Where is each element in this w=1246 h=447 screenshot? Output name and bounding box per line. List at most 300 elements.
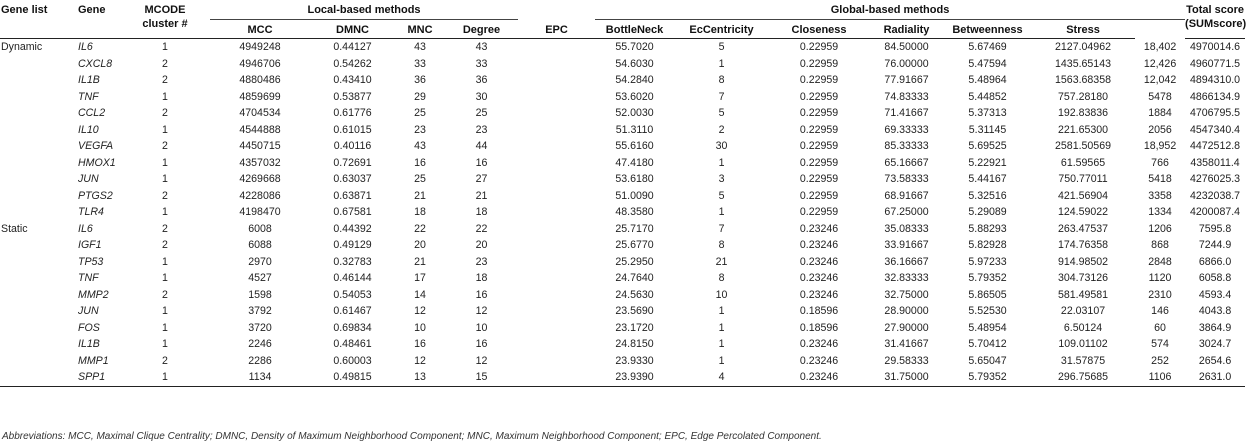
radiality-cell: 5.88293 xyxy=(968,222,1007,235)
closeness-cell: 76.00000 xyxy=(884,57,929,70)
closeness-cell: 84.50000 xyxy=(884,41,929,53)
gene-list-cell xyxy=(0,188,70,205)
stress-cell: 18,402 xyxy=(1143,40,1177,53)
gene-list-cell xyxy=(0,287,70,304)
dmnc-cell: 0.61015 xyxy=(333,123,372,136)
dmnc-cell: 0.54053 xyxy=(333,288,372,301)
total-score-cell: 3864.9 xyxy=(1198,321,1232,334)
degree-cell: 12 xyxy=(475,354,488,367)
epc-cell: 54.6030 xyxy=(615,57,654,70)
spacer-cell xyxy=(518,188,595,205)
gene-list-cell xyxy=(0,56,70,73)
bottleneck-cell: 21 xyxy=(715,255,728,268)
dmnc-cell: 0.63037 xyxy=(333,173,372,185)
mnc-cell: 12 xyxy=(414,354,426,367)
bottleneck-cell: 5 xyxy=(718,41,725,53)
spacer-cell xyxy=(518,353,595,370)
betweenness-cell: 914.98502 xyxy=(1057,255,1109,268)
table-row xyxy=(0,171,1245,188)
mcc-cell: 6088 xyxy=(248,239,272,251)
mcode-cluster-cell: 1 xyxy=(162,255,168,268)
header-mnc: MNC xyxy=(395,20,445,39)
dmnc-cell: 0.44127 xyxy=(333,41,372,53)
radiality-cell: 5.67469 xyxy=(968,41,1007,53)
betweenness-cell: 263.47537 xyxy=(1057,222,1109,235)
closeness-cell: 32.75000 xyxy=(884,288,929,301)
bottleneck-cell: 30 xyxy=(715,140,728,152)
total-score-cell: 6866.0 xyxy=(1198,255,1232,268)
degree-cell: 23 xyxy=(475,255,488,268)
mnc-cell: 43 xyxy=(414,140,426,152)
mcode-cluster-cell: 1 xyxy=(162,206,168,218)
betweenness-cell: 296.75685 xyxy=(1031,369,1135,386)
dmnc-cell: 0.63871 xyxy=(333,189,372,202)
stress-cell: 868 xyxy=(1151,239,1169,251)
gene-list-cell xyxy=(0,254,70,271)
spacer-cell xyxy=(518,39,595,56)
gene-list-cell xyxy=(0,105,70,122)
spacer-cell xyxy=(518,221,595,238)
total-score-cell: 4970014.6 xyxy=(1189,41,1241,53)
gene-name-cell: TNF xyxy=(78,90,99,103)
mcc-cell: 6008 xyxy=(248,222,272,235)
mcode-cluster-cell: 2 xyxy=(162,57,168,70)
table-row xyxy=(0,138,1245,155)
gene-name-cell: SPP1 xyxy=(70,369,120,386)
bottleneck-cell: 2 xyxy=(718,123,725,136)
mcc-cell: 4450715 xyxy=(239,140,281,152)
spacer-cell xyxy=(518,287,595,304)
bottleneck-cell: 8 xyxy=(718,74,725,86)
mcode-cluster-cell: 1 xyxy=(162,173,168,185)
betweenness-cell: 581.49581 xyxy=(1057,288,1109,301)
gene-name-cell: IL6 xyxy=(78,41,93,53)
table-row xyxy=(0,204,1245,221)
betweenness-cell: 174.76358 xyxy=(1057,239,1109,251)
stress-cell: 574 xyxy=(1151,338,1169,350)
gene-list-cell xyxy=(0,336,70,353)
dmnc-cell: 0.40116 xyxy=(333,140,372,152)
gene-list-cell: Static xyxy=(1,222,28,235)
mnc-cell: 29 xyxy=(414,90,426,103)
mnc-cell: 12 xyxy=(414,305,426,317)
betweenness-cell: 421.56904 xyxy=(1057,189,1109,202)
mcode-cluster-cell: 1 xyxy=(162,123,168,136)
radiality-cell: 5.47594 xyxy=(968,57,1007,70)
bottleneck-cell: 1 xyxy=(718,354,725,367)
header-betweenness: Betweenness xyxy=(944,20,1031,39)
table-row xyxy=(0,254,1245,271)
mcc-cell: 4228086 xyxy=(239,189,281,202)
radiality-cell: 5.65047 xyxy=(968,354,1007,367)
mcode-cluster-cell: 2 xyxy=(162,140,168,152)
epc-cell: 24.5630 xyxy=(615,288,654,301)
dmnc-cell: 0.72691 xyxy=(333,156,372,169)
closeness-cell: 33.91667 xyxy=(884,239,929,251)
mnc-cell: 21 xyxy=(414,189,426,202)
mcode-cluster-cell: 1 xyxy=(162,305,168,317)
eccentricity-cell: 0.23246 xyxy=(769,369,869,386)
total-score-cell: 3024.7 xyxy=(1198,338,1232,350)
abbreviations-footnote: Abbreviations: MCC, Maximal Clique Centrality; DMNC, Density of Maximum Neighborhood Component; MNC, Maximum Neighborhood Component; EPC, Edge Percolated Component. xyxy=(2,431,822,442)
eccentricity-cell: 0.22959 xyxy=(799,206,839,218)
table-row xyxy=(0,105,1245,122)
eccentricity-cell: 0.23246 xyxy=(799,239,839,251)
gene-name-cell: HMOX1 xyxy=(78,156,116,169)
table-row xyxy=(0,155,1245,172)
header-closeness: Closeness xyxy=(769,20,869,39)
dmnc-cell: 0.54262 xyxy=(333,57,372,70)
radiality-cell: 5.48964 xyxy=(968,74,1007,86)
eccentricity-cell: 0.22959 xyxy=(799,107,839,119)
gene-name-cell: IGF1 xyxy=(78,239,102,251)
spacer-cell xyxy=(518,270,595,287)
stress-cell: 12,042 xyxy=(1143,74,1177,86)
header-bottleneck: BottleNeck xyxy=(595,20,674,39)
mcc-cell: 3792 xyxy=(248,305,272,317)
table-row xyxy=(0,72,1245,89)
closeness-cell: 69.33333 xyxy=(884,123,929,136)
gene-name-cell: MMP2 xyxy=(78,288,109,301)
spacer-cell xyxy=(518,320,595,337)
spacer-cell xyxy=(518,89,595,106)
table-row xyxy=(0,320,1245,337)
closeness-cell: 77.91667 xyxy=(884,74,929,86)
stress-cell: 3358 xyxy=(1148,189,1172,202)
gene-list-cell xyxy=(0,204,70,221)
epc-cell: 24.7640 xyxy=(615,272,654,284)
mcc-cell: 3720 xyxy=(248,321,272,334)
radiality-cell: 5.97233 xyxy=(968,255,1007,268)
spacer-cell xyxy=(518,105,595,122)
eccentricity-cell: 0.22959 xyxy=(799,189,839,202)
betweenness-cell: 1435.65143 xyxy=(1055,57,1111,70)
table-row xyxy=(0,39,1245,56)
stress-cell: 252 xyxy=(1151,354,1169,367)
closeness-cell: 65.16667 xyxy=(884,156,929,169)
gene-list-cell xyxy=(0,320,70,337)
betweenness-cell: 6.50124 xyxy=(1063,321,1103,334)
gene-name-cell: CCL2 xyxy=(78,107,106,119)
epc-cell: 54.2840 xyxy=(615,74,654,86)
epc-cell: 53.6180 xyxy=(615,173,654,185)
betweenness-cell: 2581.50569 xyxy=(1055,140,1111,152)
gene-list-cell xyxy=(0,171,70,188)
table-row xyxy=(0,303,1245,320)
table-row xyxy=(0,122,1245,139)
closeness-cell: 67.25000 xyxy=(884,206,929,218)
degree-cell: 44 xyxy=(475,140,488,152)
stress-cell: 2310 xyxy=(1148,288,1172,301)
betweenness-cell: 192.83836 xyxy=(1057,107,1109,119)
eccentricity-cell: 0.22959 xyxy=(799,90,839,103)
mnc-cell: 25 xyxy=(414,173,426,185)
mnc-cell: 23 xyxy=(414,123,426,136)
stress-cell: 1334 xyxy=(1148,206,1172,218)
total-score-cell: 2654.6 xyxy=(1198,354,1232,367)
total-score-cell: 4593.4 xyxy=(1198,288,1232,301)
mcc-cell: 4544888 xyxy=(239,123,281,136)
radiality-cell: 5.44167 xyxy=(968,173,1007,185)
table-row xyxy=(0,270,1245,287)
epc-cell: 25.2950 xyxy=(615,255,654,268)
epc-cell: 53.6020 xyxy=(615,90,654,103)
mcc-cell: 2246 xyxy=(248,338,272,350)
degree-cell: 27 xyxy=(475,173,488,185)
bottleneck-cell: 7 xyxy=(718,222,725,235)
mcode-cluster-cell: 1 xyxy=(162,41,168,53)
dmnc-cell: 0.48461 xyxy=(333,338,372,350)
table-row xyxy=(0,287,1245,304)
eccentricity-cell: 0.22959 xyxy=(799,57,839,70)
degree-cell: 16 xyxy=(475,288,488,301)
gene-list-cell xyxy=(0,122,70,139)
stress-cell: 18,952 xyxy=(1143,140,1177,152)
bottleneck-cell: 5 xyxy=(718,107,725,119)
betweenness-cell: 22.03107 xyxy=(1060,305,1106,317)
gene-list-cell xyxy=(0,270,70,287)
header-epc: EPC xyxy=(518,20,595,39)
epc-cell: 23.9390 xyxy=(595,369,674,386)
bottleneck-cell: 8 xyxy=(718,239,725,251)
mcc-cell: 4859699 xyxy=(239,90,281,103)
radiality-cell: 5.32516 xyxy=(968,189,1007,202)
radiality-cell: 5.70412 xyxy=(968,338,1007,350)
total-score-cell: 2631.0 xyxy=(1185,369,1245,386)
mcode-cluster-cell: 2 xyxy=(162,107,168,119)
bottleneck-cell: 5 xyxy=(718,189,725,202)
dmnc-cell: 0.46144 xyxy=(333,272,372,284)
eccentricity-cell: 0.23246 xyxy=(799,338,839,350)
header-local-methods: Local-based methods xyxy=(210,0,518,20)
epc-cell: 23.1720 xyxy=(615,321,654,334)
total-score-cell: 4276025.3 xyxy=(1189,173,1241,185)
stress-cell: 60 xyxy=(1154,321,1166,334)
closeness-cell: 27.90000 xyxy=(884,321,929,334)
table-row xyxy=(0,221,1245,238)
gene-list-cell xyxy=(0,303,70,320)
gene-name-cell: TP53 xyxy=(78,255,104,268)
epc-cell: 51.0090 xyxy=(615,189,654,202)
epc-cell: 55.6160 xyxy=(615,140,654,152)
stress-cell: 2848 xyxy=(1148,255,1172,268)
radiality-cell: 5.79352 xyxy=(944,369,1031,386)
degree-cell: 36 xyxy=(475,74,488,86)
mcc-cell: 4269668 xyxy=(239,173,281,185)
closeness-cell: 71.41667 xyxy=(884,107,929,119)
bottleneck-cell: 8 xyxy=(718,272,725,284)
radiality-cell: 5.69525 xyxy=(968,140,1007,152)
stress-cell: 146 xyxy=(1151,305,1169,317)
eccentricity-cell: 0.22959 xyxy=(799,123,839,136)
stress-cell: 1206 xyxy=(1148,222,1172,235)
radiality-cell: 5.52530 xyxy=(968,305,1007,317)
eccentricity-cell: 0.22959 xyxy=(799,74,839,86)
bottleneck-cell: 1 xyxy=(718,321,725,334)
radiality-cell: 5.29089 xyxy=(968,206,1007,218)
mcc-cell: 2286 xyxy=(248,354,272,367)
stress-cell: 2056 xyxy=(1148,123,1172,136)
radiality-cell: 5.48954 xyxy=(968,321,1007,334)
bottleneck-cell: 1 xyxy=(718,206,725,218)
epc-cell: 25.7170 xyxy=(615,222,654,235)
gene-list-cell xyxy=(0,89,70,106)
header-gene: Gene xyxy=(70,0,120,39)
mcc-cell: 1134 xyxy=(210,369,310,386)
header-radiality: Radiality xyxy=(869,20,944,39)
eccentricity-cell: 0.22959 xyxy=(799,173,839,185)
degree-cell: 15 xyxy=(445,369,518,386)
epc-cell: 23.5690 xyxy=(615,305,654,317)
epc-cell: 23.9330 xyxy=(615,354,654,367)
degree-cell: 16 xyxy=(475,156,488,169)
stress-cell: 766 xyxy=(1151,156,1169,169)
total-score-cell: 4547340.4 xyxy=(1189,123,1241,136)
dmnc-cell: 0.43410 xyxy=(333,74,372,86)
mnc-cell: 10 xyxy=(414,321,426,334)
mcc-cell: 4949248 xyxy=(239,41,281,53)
radiality-cell: 5.86505 xyxy=(968,288,1007,301)
degree-cell: 25 xyxy=(475,107,488,119)
degree-cell: 20 xyxy=(475,239,488,251)
mcode-cluster-cell: 1 xyxy=(162,338,168,350)
mnc-cell: 20 xyxy=(414,239,426,251)
closeness-cell: 32.83333 xyxy=(884,272,929,284)
spacer-cell xyxy=(518,303,595,320)
radiality-cell: 5.37313 xyxy=(968,107,1007,119)
dmnc-cell: 0.60003 xyxy=(333,354,372,367)
gene-name-cell: IL1B xyxy=(78,338,100,350)
spacer-cell xyxy=(518,254,595,271)
epc-cell: 55.7020 xyxy=(615,41,654,53)
radiality-cell: 5.44852 xyxy=(968,90,1007,103)
table-row xyxy=(0,237,1245,254)
closeness-cell: 36.16667 xyxy=(884,255,929,268)
bottleneck-cell: 10 xyxy=(715,288,728,301)
gene-name-cell: PTGS2 xyxy=(78,189,113,202)
gene-name-cell: IL10 xyxy=(78,123,99,136)
betweenness-cell: 109.01102 xyxy=(1058,338,1108,350)
table-row xyxy=(0,56,1245,73)
mnc-cell: 18 xyxy=(414,206,426,218)
table-row xyxy=(0,89,1245,106)
spacer-cell xyxy=(518,122,595,139)
total-score-cell: 4894310.0 xyxy=(1189,74,1241,86)
betweenness-cell: 221.65300 xyxy=(1057,123,1109,136)
eccentricity-cell: 0.23246 xyxy=(799,354,839,367)
eccentricity-cell: 0.23246 xyxy=(799,288,839,301)
bottleneck-cell: 1 xyxy=(718,305,725,317)
header-gene-list: Gene list xyxy=(0,0,70,39)
dmnc-cell: 0.61467 xyxy=(333,305,372,317)
mcode-cluster-cell: 1 xyxy=(162,321,168,334)
mnc-cell: 17 xyxy=(414,272,426,284)
degree-cell: 18 xyxy=(475,272,488,284)
eccentricity-cell: 0.22959 xyxy=(799,140,839,152)
mnc-cell: 13 xyxy=(395,369,445,386)
closeness-cell: 85.33333 xyxy=(884,140,929,152)
stress-cell: 5418 xyxy=(1148,173,1172,185)
epc-cell: 51.3110 xyxy=(615,123,654,136)
spacer-cell xyxy=(518,155,595,172)
total-score-cell: 7595.8 xyxy=(1198,222,1232,235)
header-global-methods: Global-based methods xyxy=(595,0,1185,20)
eccentricity-cell: 0.23246 xyxy=(799,255,839,268)
betweenness-cell: 61.59565 xyxy=(1060,156,1106,169)
betweenness-cell: 124.59022 xyxy=(1057,206,1109,218)
total-score-cell: 4358011.4 xyxy=(1190,156,1240,169)
header-mcode-cluster: MCODE cluster # xyxy=(120,0,210,39)
table-row xyxy=(0,369,1245,386)
gene-name-cell: MMP1 xyxy=(78,354,109,367)
eccentricity-cell: 0.22959 xyxy=(799,41,839,53)
betweenness-cell: 2127.04962 xyxy=(1055,41,1111,53)
dmnc-cell: 0.53877 xyxy=(333,90,372,103)
dmnc-cell: 0.44392 xyxy=(333,222,372,235)
stress-cell: 5478 xyxy=(1148,90,1172,103)
total-score-cell: 4706795.5 xyxy=(1189,107,1241,119)
degree-cell: 23 xyxy=(475,123,488,136)
gene-list-cell xyxy=(0,353,70,370)
eccentricity-cell: 0.23246 xyxy=(799,222,839,235)
spacer-cell xyxy=(518,56,595,73)
mnc-cell: 16 xyxy=(414,338,426,350)
table-row xyxy=(0,188,1245,205)
betweenness-cell: 31.57875 xyxy=(1060,354,1106,367)
gene-list-cell xyxy=(0,72,70,89)
mcode-cluster-cell: 1 xyxy=(162,156,168,169)
header-dmnc: DMNC xyxy=(310,20,395,39)
closeness-cell: 35.08333 xyxy=(884,222,929,235)
bottleneck-cell: 1 xyxy=(718,156,725,169)
degree-cell: 12 xyxy=(475,305,488,317)
radiality-cell: 5.79352 xyxy=(968,272,1007,284)
header-degree: Degree xyxy=(445,20,518,39)
table-row xyxy=(0,353,1245,370)
dmnc-cell: 0.67581 xyxy=(333,206,372,218)
epc-cell: 48.3580 xyxy=(615,206,654,218)
degree-cell: 33 xyxy=(475,57,488,70)
gene-name-cell: JUN xyxy=(78,173,99,185)
mcc-cell: 4946706 xyxy=(239,57,281,70)
bottleneck-cell: 1 xyxy=(718,338,725,350)
gene-list-cell xyxy=(0,237,70,254)
gene-name-cell: TLR4 xyxy=(78,206,104,218)
bottleneck-cell: 4 xyxy=(674,369,769,386)
total-score-cell: 4043.8 xyxy=(1198,305,1232,317)
header-total-score: Total score (SUMscore) xyxy=(1185,0,1245,39)
gene-name-cell: CXCL8 xyxy=(78,57,113,70)
radiality-cell: 5.31145 xyxy=(968,123,1007,136)
bottleneck-cell: 7 xyxy=(718,90,725,103)
closeness-cell: 73.58333 xyxy=(884,173,929,185)
spacer-cell xyxy=(518,171,595,188)
eccentricity-cell: 0.22959 xyxy=(799,156,839,169)
header-mcc: MCC xyxy=(210,20,310,39)
bottleneck-cell: 1 xyxy=(718,57,725,70)
dmnc-cell: 0.32783 xyxy=(333,255,372,268)
header-eccentricity: EcCentricity xyxy=(674,20,769,39)
degree-cell: 16 xyxy=(475,338,488,350)
spacer-cell xyxy=(518,336,595,353)
mcode-cluster-cell: 2 xyxy=(162,288,168,301)
closeness-cell: 74.83333 xyxy=(884,90,929,103)
gene-list-cell xyxy=(0,138,70,155)
stress-cell: 12,426 xyxy=(1143,57,1177,70)
betweenness-cell: 304.73126 xyxy=(1057,272,1109,284)
betweenness-cell: 757.28180 xyxy=(1057,90,1109,103)
betweenness-cell: 1563.68358 xyxy=(1055,74,1111,86)
